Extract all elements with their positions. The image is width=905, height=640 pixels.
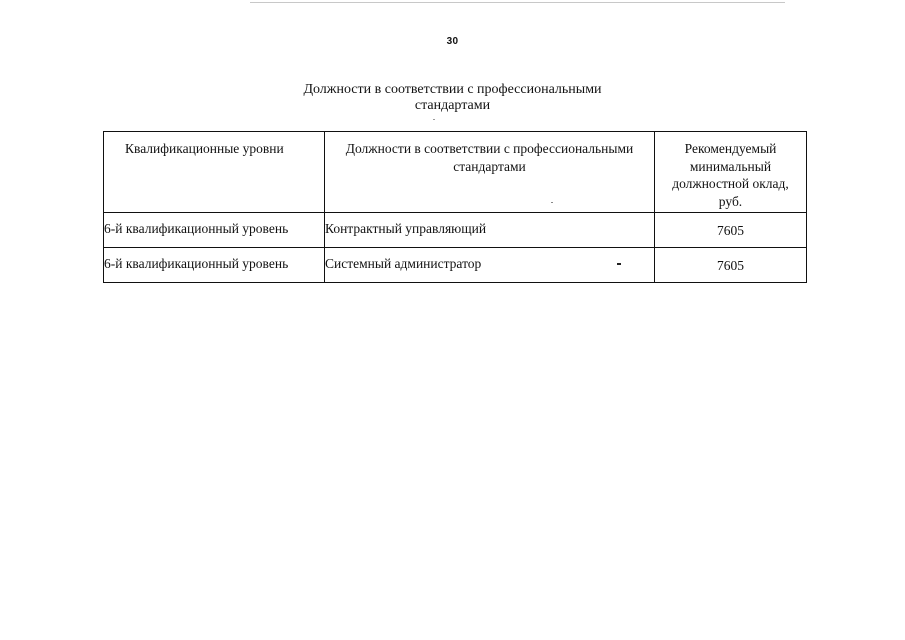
document-title bbox=[240, 82, 665, 114]
cell-position: Контрактный управляющий bbox=[325, 213, 655, 248]
cell-salary: 7605 bbox=[655, 248, 807, 283]
scan-speck bbox=[551, 202, 553, 203]
scan-speck bbox=[433, 119, 435, 120]
cell-qualification-level: 6-й квалификационный уровень bbox=[104, 213, 325, 248]
page-number: 30 bbox=[446, 36, 459, 47]
cell-salary: 7605 bbox=[655, 213, 807, 248]
header-positions bbox=[325, 132, 655, 213]
header-salary-line-2: минимальный bbox=[689, 158, 772, 174]
table-header-row bbox=[104, 132, 807, 213]
header-salary-line-4: руб. bbox=[718, 193, 743, 209]
header-salary-line-1: Рекомендуемый bbox=[684, 141, 777, 156]
top-scan-rule bbox=[250, 2, 785, 3]
header-qualification-levels: Квалификационные уровни bbox=[104, 132, 325, 213]
header-positions-line-1: Должности в соответствии с профессиональными bbox=[345, 141, 634, 156]
scan-speck bbox=[617, 263, 621, 265]
document-title-line-2: стандартами bbox=[414, 98, 491, 113]
cell-position: Системный администратор bbox=[325, 248, 655, 283]
header-positions-line-2: стандартами bbox=[453, 158, 526, 174]
document-title-line-1: Должности в соответствии с профессиональными bbox=[303, 82, 602, 97]
positions-table bbox=[103, 131, 807, 283]
table-row bbox=[104, 213, 807, 248]
header-recommended-salary bbox=[655, 132, 807, 213]
header-salary-line-3: должностной оклад, bbox=[672, 176, 789, 191]
cell-qualification-level: 6-й квалификационный уровень bbox=[104, 248, 325, 283]
table-row bbox=[104, 248, 807, 283]
